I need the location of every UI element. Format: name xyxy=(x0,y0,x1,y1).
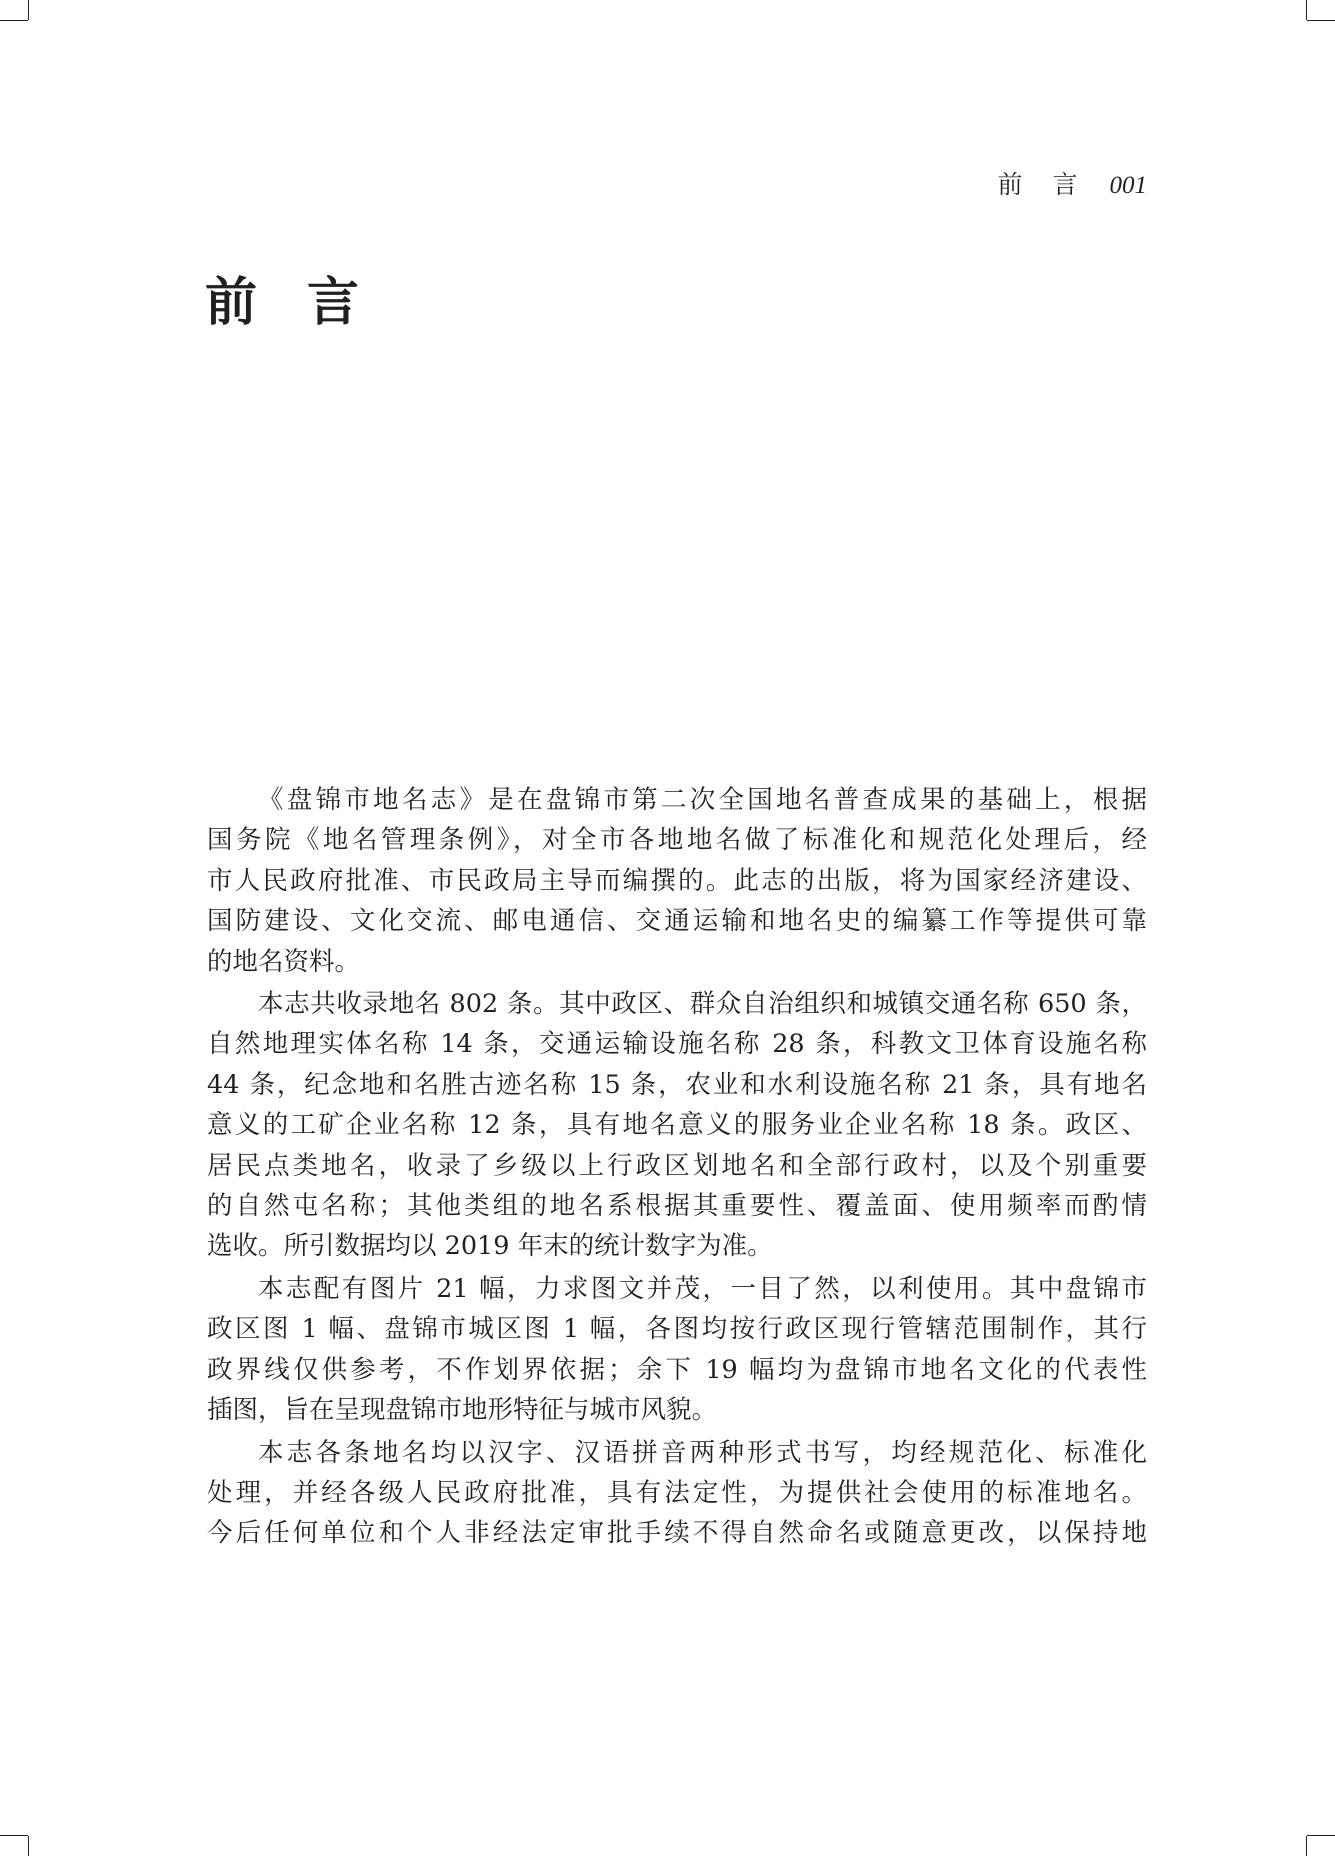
running-header xyxy=(997,168,1147,203)
crop-mark-bottom-right-h xyxy=(1307,1835,1335,1836)
text-line: 本志配有图片 21 幅，力求图文并茂，一目了然，以利使用。其中盘锦市 xyxy=(258,1273,1147,1304)
text-line: 今后任何单位和个人非经法定审批手续不得自然命名或随意更改，以保持地 xyxy=(207,1518,1147,1549)
paragraph xyxy=(207,780,1147,982)
text-line: 政界线仅供参考，不作划界依据；余下 19 幅均为盘锦市地名文化的代表性 xyxy=(207,1354,1147,1385)
paragraph xyxy=(207,1433,1147,1554)
crop-mark-top-right-v xyxy=(1306,0,1307,20)
text-line: 市人民政府批准、市民政局主导而编撰的。此志的出版，将为国家经济建设、 xyxy=(207,865,1147,896)
text-line: 自然地理实体名称 14 条，交通运输设施名称 28 条，科教文卫体育设施名称 xyxy=(207,1029,1147,1060)
text-line: 的地名资料。 xyxy=(207,946,361,977)
text-line: 政区图 1 幅、盘锦市城区图 1 幅，各图均按行政区现行管辖范围制作，其行 xyxy=(207,1314,1147,1345)
text-line: 意义的工矿企业名称 12 条，具有地名意义的服务业企业名称 18 条。政区、 xyxy=(207,1110,1147,1141)
page-number: 001 xyxy=(1109,172,1147,199)
text-line: 44 条，纪念地和名胜古迹名称 15 条，农业和水利设施名称 21 条，具有地名 xyxy=(207,1069,1147,1100)
body-text xyxy=(207,780,1147,1556)
crop-mark-top-right-h xyxy=(1307,20,1335,21)
running-header-title: 前言 xyxy=(997,170,1108,199)
text-line: 本志各条地名均以汉字、汉语拼音两种形式书写，均经规范化、标准化 xyxy=(258,1437,1147,1468)
crop-mark-bottom-left-v xyxy=(28,1836,29,1856)
crop-mark-bottom-left-h xyxy=(0,1835,28,1836)
text-line: 国务院《地名管理条例》，对全市各地地名做了标准化和规范化处理后，经 xyxy=(207,825,1147,856)
chapter-title: 前言 xyxy=(205,273,410,333)
text-line: 插图，旨在呈现盘锦市地形特征与城市风貌。 xyxy=(207,1395,718,1426)
paragraph xyxy=(207,1269,1147,1431)
crop-mark-bottom-right-v xyxy=(1306,1836,1307,1856)
text-line: 居民点类地名，收录了乡级以上行政区划地名和全部行政村，以及个别重要 xyxy=(207,1150,1147,1181)
crop-mark-top-left-h xyxy=(0,20,28,21)
text-line: 本志共收录地名 802 条。其中政区、群众自治组织和城镇交通名称 650 条， xyxy=(258,989,1147,1020)
text-line: 国防建设、文化交流、邮电通信、交通运输和地名史的编纂工作等提供可靠 xyxy=(207,906,1147,937)
text-line: 选收。所引数据均以 2019 年末的统计数字为准。 xyxy=(207,1231,773,1262)
paragraph xyxy=(207,984,1147,1267)
text-line: 的自然屯名称；其他类组的地名系根据其重要性、覆盖面、使用频率而酌情 xyxy=(207,1191,1147,1222)
crop-mark-top-left-v xyxy=(28,0,29,20)
text-line: 《盘锦市地名志》是在盘锦市第二次全国地名普查成果的基础上，根据 xyxy=(258,785,1147,815)
text-line: 处理，并经各级人民政府批准，具有法定性，为提供社会使用的标准地名。 xyxy=(207,1477,1147,1508)
